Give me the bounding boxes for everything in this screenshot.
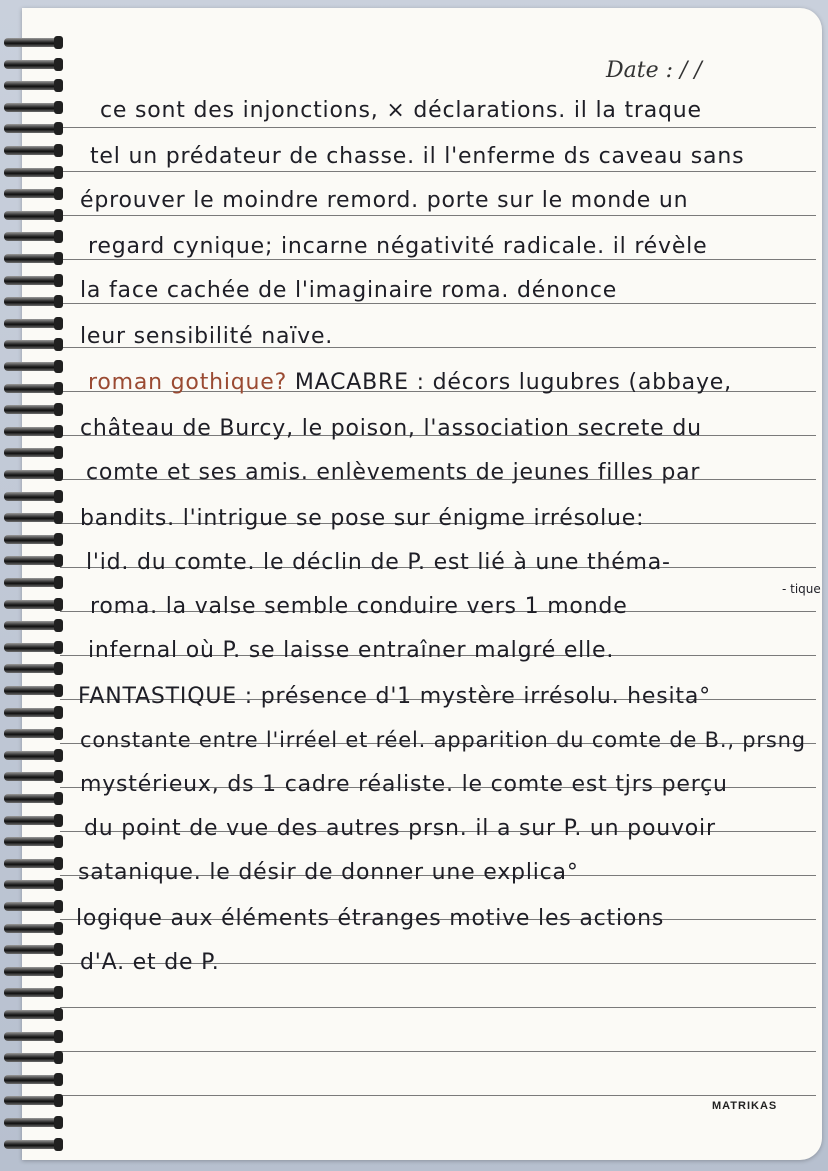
spiral-ring (4, 859, 60, 868)
text-line: la face cachée de l'imaginaire roma. dénonce (80, 278, 618, 303)
ruled-line (60, 1007, 816, 1008)
notebook-page (22, 8, 822, 1160)
text-line: d'A. et de P. (80, 950, 220, 975)
spiral-ring (4, 427, 60, 436)
spiral-ring (4, 556, 60, 565)
spiral-ring (4, 729, 60, 738)
ruled-line (60, 1051, 816, 1052)
ruled-line (60, 259, 816, 260)
spiral-ring (4, 664, 60, 673)
ruled-line (60, 127, 816, 128)
ruled-line (60, 171, 816, 172)
text-line: logique aux éléments étranges motive les actions (76, 906, 665, 931)
text-line: château de Burcy, le poison, l'association secrete du (80, 416, 702, 441)
text-line: mystérieux, ds 1 cadre réaliste. le comte est tjrs perçu (80, 772, 728, 797)
spiral-ring (4, 1118, 60, 1127)
spiral-ring (4, 772, 60, 781)
spiral-ring (4, 794, 60, 803)
text-line: ce sont des injonctions, × déclarations. il la traque (100, 98, 702, 123)
text-line: FANTASTIQUE : présence d'1 mystère irrésolu. hesita° (78, 684, 711, 709)
spiral-ring (4, 600, 60, 609)
spiral-ring (4, 988, 60, 997)
ruled-line (60, 1095, 816, 1096)
spiral-ring (4, 60, 60, 69)
spiral-ring (4, 816, 60, 825)
text-line: comte et ses amis. enlèvements de jeunes filles par (86, 460, 701, 485)
spiral-ring (4, 902, 60, 911)
spiral-ring (4, 168, 60, 177)
spiral-ring (4, 124, 60, 133)
date-label: Date : / / (606, 58, 702, 83)
spiral-ring (4, 1075, 60, 1084)
text-line: l'id. du comte. le déclin de P. est lié à une théma- (86, 550, 671, 575)
spiral-ring (4, 146, 60, 155)
line-text: MACABRE : décors lugubres (abbaye, (287, 370, 732, 395)
spiral-ring (4, 448, 60, 457)
text-line: tel un prédateur de chasse. il l'enferme ds caveau sans (90, 144, 745, 169)
note-tique: - tique (782, 582, 821, 596)
text-line: roma. la valse semble conduire vers 1 monde (90, 594, 628, 619)
spiral-ring (4, 38, 60, 47)
spiral-ring (4, 686, 60, 695)
spiral-ring (4, 211, 60, 220)
spiral-ring (4, 297, 60, 306)
spiral-ring (4, 513, 60, 522)
spiral-ring (4, 578, 60, 587)
spiral-ring (4, 1032, 60, 1041)
spiral-ring (4, 405, 60, 414)
spiral-ring (4, 276, 60, 285)
text-line: éprouver le moindre remord. porte sur le monde un (80, 188, 689, 213)
text-line: du point de vue des autres prsn. il a sur P. un pouvoir (84, 816, 716, 841)
spiral-ring (4, 1010, 60, 1019)
text-line: leur sensibilité naïve. (80, 324, 334, 349)
spiral-ring (4, 362, 60, 371)
spiral-ring (4, 1140, 60, 1149)
spiral-ring (4, 751, 60, 760)
spiral-ring (4, 103, 60, 112)
spiral-ring (4, 643, 60, 652)
text-line: bandits. l'intrigue se pose sur énigme irrésolue: (80, 506, 645, 531)
ruled-line (60, 303, 816, 304)
spiral-ring (4, 384, 60, 393)
spiral-ring (4, 340, 60, 349)
spiral-ring (4, 254, 60, 263)
text-line: satanique. le désir de donner une explica° (78, 860, 579, 885)
spiral-ring (4, 492, 60, 501)
text-line: constante entre l'irréel et réel. apparition du comte de B., prsng (80, 728, 806, 752)
ruled-line (60, 215, 816, 216)
spiral-ring (4, 232, 60, 241)
spiral-ring (4, 319, 60, 328)
spiral-ring (4, 837, 60, 846)
spiral-ring (4, 880, 60, 889)
spiral-ring (4, 708, 60, 717)
spiral-ring (4, 470, 60, 479)
spiral-ring (4, 945, 60, 954)
spiral-ring (4, 924, 60, 933)
text-line: regard cynique; incarne négativité radicale. il révèle (88, 234, 708, 259)
highlighted-heading: roman gothique? (88, 370, 288, 395)
spiral-ring (4, 189, 60, 198)
text-line (88, 372, 732, 394)
text-line: infernal où P. se laisse entraîner malgré elle. (88, 638, 615, 663)
spiral-ring (4, 535, 60, 544)
spiral-ring (4, 967, 60, 976)
spiral-ring (4, 1096, 60, 1105)
spiral-ring (4, 81, 60, 90)
spiral-ring (4, 621, 60, 630)
spiral-ring (4, 1053, 60, 1062)
brand-logo: MATRIKAS (712, 1100, 778, 1112)
